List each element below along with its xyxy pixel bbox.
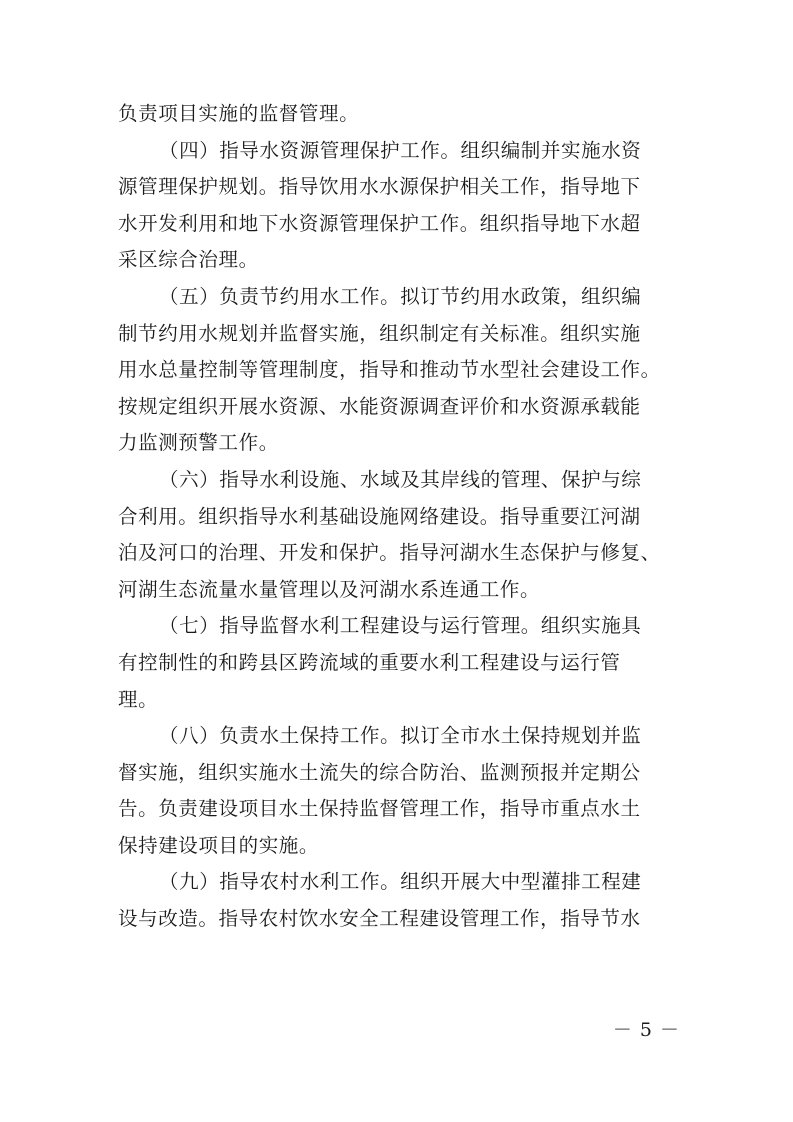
text-line: 制节约用水规划并监督实施，组织制定有关标准。组织实施 <box>118 321 641 345</box>
text-line: （七）指导监督水利工程建设与运行管理。组织实施具 <box>159 614 642 638</box>
text-line: （九）指导农村水利工作。组织开展大中型灌排工程建 <box>159 870 642 894</box>
text-line: 采区综合治理。 <box>118 248 259 272</box>
text-line: 按规定组织开展水资源、水能资源调查评价和水资源承载能 <box>118 394 641 418</box>
paragraph-item-7 <box>118 608 678 718</box>
text-line: 有控制性的和跨县区跨流域的重要水利工程建设与运行管 <box>118 650 621 674</box>
text-line: 督实施，组织实施水土流失的综合防治、监测预报并定期公 <box>118 760 641 784</box>
text-line: 用水总量控制等管理制度，指导和推动节水型社会建设工作。 <box>118 358 661 382</box>
text-line: 告。负责建设项目水土保持监督管理工作，指导市重点水土 <box>118 797 641 821</box>
text-line: 合利用。组织指导水利基础设施网络建设。指导重要江河湖 <box>118 504 641 528</box>
page-number: － 5 － <box>612 1019 680 1041</box>
text-line: 泊及河口的治理、开发和保护。指导河湖水生态保护与修复、 <box>118 541 661 565</box>
paragraph-item-9 <box>118 864 678 937</box>
paragraph-continuation <box>118 96 678 133</box>
text-line: 理。 <box>118 687 159 711</box>
text-line: 保持建设项目的实施。 <box>118 833 320 857</box>
paragraph-item-8 <box>118 718 678 864</box>
text-line: 源管理保护规划。指导饮用水水源保护相关工作，指导地下 <box>118 175 641 199</box>
paragraph-item-6 <box>118 462 678 608</box>
text-line: （四）指导水资源管理保护工作。组织编制并实施水资 <box>159 138 642 162</box>
text-line: （六）指导水利设施、水域及其岸线的管理、保护与综 <box>159 467 642 491</box>
text-line: （五）负责节约用水工作。拟订节约用水政策，组织编 <box>159 284 642 308</box>
paragraph-item-5 <box>118 279 678 462</box>
text-line: 设与改造。指导农村饮水安全工程建设管理工作，指导节水 <box>118 907 641 931</box>
document-body <box>118 96 678 938</box>
paragraph-item-4 <box>118 133 678 279</box>
text-line: 水开发利用和地下水资源管理保护工作。组织指导地下水超 <box>118 211 641 235</box>
text-line: 河湖生态流量水量管理以及河湖水系连通工作。 <box>118 577 541 601</box>
text-line: 力监测预警工作。 <box>118 431 279 455</box>
text-line: 负责项目实施的监督管理。 <box>118 102 360 125</box>
text-line: （八）负责水土保持工作。拟订全市水土保持规划并监 <box>159 724 642 748</box>
